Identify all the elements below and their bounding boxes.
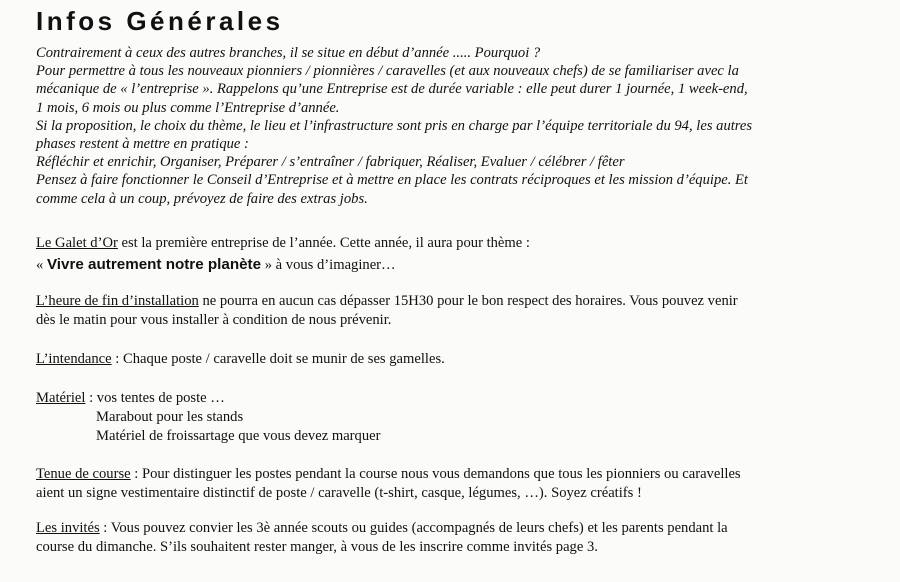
- materiel-label: Matériel: [36, 390, 86, 406]
- materiel-item: vos tentes de poste …: [96, 390, 225, 406]
- intro-line: Si la proposition, le choix du thème, le lieu et l’infrastructure sont pris en charge par l’équipe territoriale du 94, les autres: [36, 117, 753, 134]
- tenue-section: [36, 465, 886, 503]
- intendance-text: : Chaque poste / caravelle doit se munir de ses gamelles.: [111, 351, 445, 367]
- theme-title: Vivre autrement notre planète: [46, 256, 262, 273]
- invites-line: course du dimanche. S’ils souhaitent rester manger, à vous de les inscrire comme invités page 3.: [36, 539, 598, 555]
- heure-label: L’heure de fin d’installation: [36, 293, 199, 309]
- heure-text: ne pourra en aucun cas dépasser 15H30 pour le bon respect des horaires. Vous pouvez venir: [198, 293, 738, 309]
- invites-text: : Vous pouvez convier les 3è année scouts ou guides (accompagnés de leurs chefs) et les parents pendant la: [99, 520, 728, 536]
- intro-paragraph: [36, 44, 886, 208]
- intro-line: Réfléchir et enrichir, Organiser, Préparer / s’entraîner / fabriquer, Réaliser, Evaluer / célébrer / fêter: [36, 154, 625, 171]
- invites-label: Les invités: [36, 520, 100, 536]
- materiel-item: Matériel de froissartage que vous devez marquer: [96, 428, 381, 444]
- theme-line: [36, 255, 886, 275]
- intro-line: phases restent à mettre en pratique :: [36, 136, 249, 153]
- intro-line: Pensez à faire fonctionner le Conseil d’Entreprise et à mettre en place les contrats réciproques et les mission d’équipe. Et: [36, 172, 748, 189]
- galet-section: [36, 234, 886, 275]
- intro-line: mécanique de « l’entreprise ». Rappelons qu’une Entreprise est de durée variable : elle peut durer 1 journée, 1 week-end,: [36, 81, 748, 98]
- tenue-text: : Pour distinguer les postes pendant la course nous vous demandons que tous les pionniers ou caravelles: [130, 466, 741, 482]
- intro-line: Pour permettre à tous les nouveaux pionniers / pionnières / caravelles (et aux nouveaux chefs) de se familiariser avec la: [36, 63, 739, 80]
- invites-line: [36, 519, 886, 538]
- materiel-section: [36, 389, 886, 446]
- materiel-line: [36, 389, 886, 408]
- galet-label: Le Galet d’Or: [36, 235, 118, 251]
- page-title: Infos Générales: [36, 6, 284, 36]
- intro-line: comme cela à un coup, prévoyez de faire des extras jobs.: [36, 190, 368, 207]
- intendance-line: [36, 350, 886, 369]
- invites-section: [36, 519, 886, 557]
- galet-line: [36, 234, 886, 253]
- materiel-item: Marabout pour les stands: [96, 409, 244, 425]
- heure-line: [36, 292, 886, 311]
- tenue-line: aient un signe vestimentaire distinctif de poste / caravelle (t-shirt, casque, légumes, …). Soyez créatifs !: [36, 485, 642, 501]
- intendance-label: L’intendance: [36, 351, 112, 367]
- quote-close: » à vous d’imaginer…: [261, 257, 396, 273]
- tenue-label: Tenue de course: [36, 466, 131, 482]
- heure-line: dès le matin pour vous installer à condition de nous prévenir.: [36, 312, 392, 328]
- heure-section: [36, 292, 886, 330]
- intendance-section: [36, 350, 886, 369]
- materiel-sep: :: [85, 390, 97, 406]
- intro-line: 1 mois, 6 mois ou plus comme l’Entreprise d’année.: [36, 99, 340, 116]
- galet-text: est la première entreprise de l’année. Cette année, il aura pour thème :: [117, 235, 530, 251]
- intro-line: Contrairement à ceux des autres branches, il se situe en début d’année ..... Pourquoi ?: [36, 45, 541, 61]
- quote-open: «: [36, 257, 47, 273]
- tenue-line: [36, 465, 886, 484]
